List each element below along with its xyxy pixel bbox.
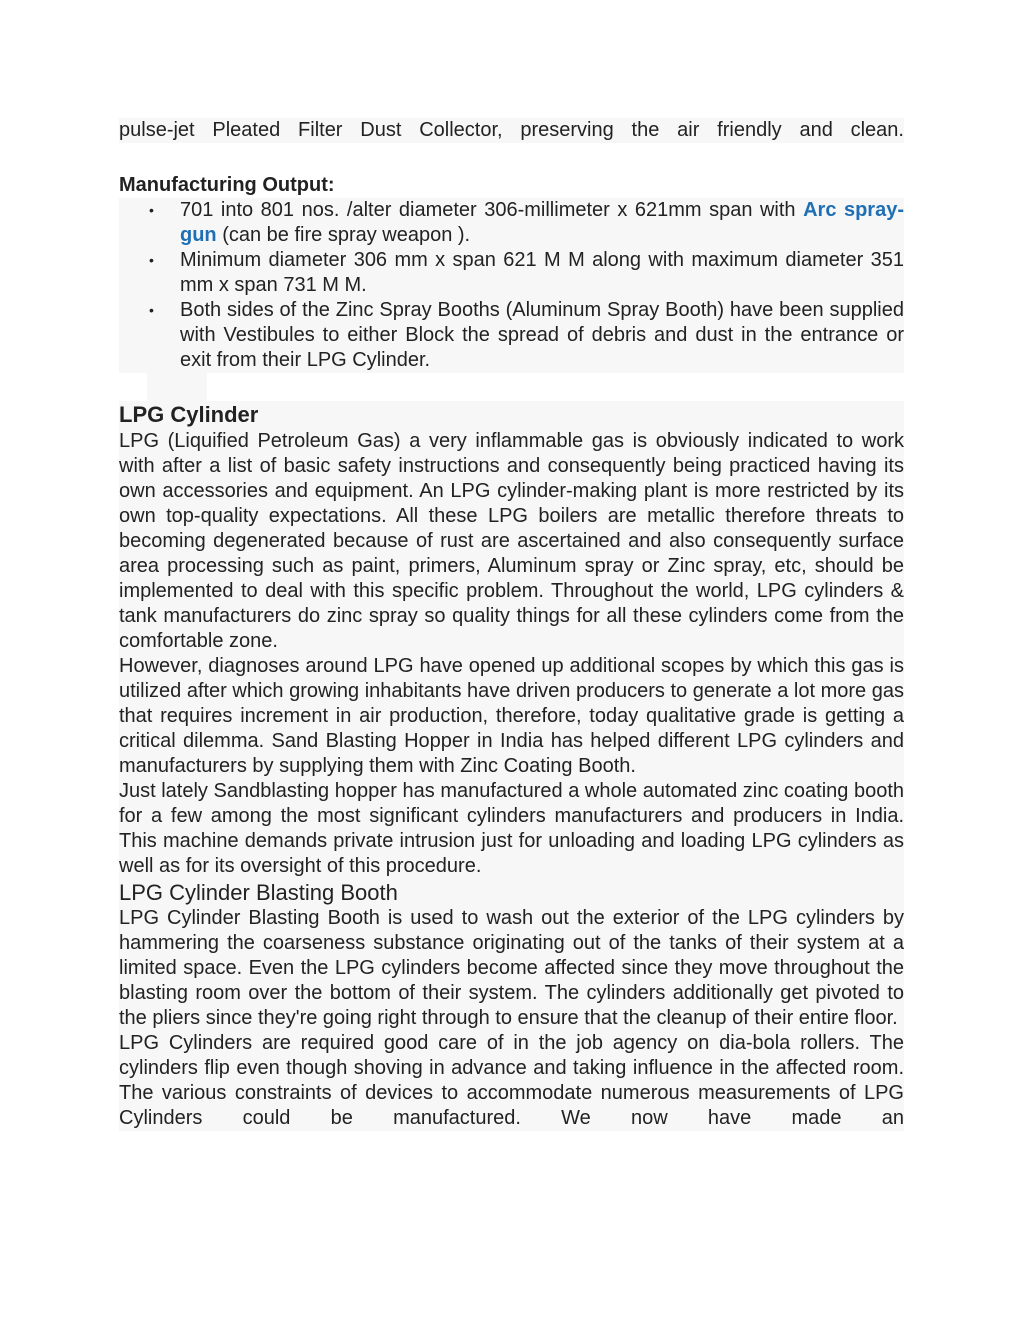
lpg-paragraph-1: LPG (Liquified Petroleum Gas) a very inflammable gas is obviously indicated to work with after a list of basic safety instructions and consequently being practiced having its own accessories and equipment. An LPG cylinder-making plant is more restricted by its own top-quality expectations. All these LPG boilers are metallic therefore threats to becoming degenerated because of rust are ascertained and also consequently surface area processing such as paint, primers, Aluminum spray or Zinc spray, etc, should be implemented to deal with this specific problem. Throughout the world, LPG cylinders & tank manufacturers do zinc spray so quality things for all these cylinders come from the comfortable zone. (119, 430, 904, 652)
manufacturing-output-list (119, 198, 904, 373)
booth-paragraph-2: LPG Cylinders are required good care of in the job agency on dia-bola rollers. The cylinders flip even though shoving in advance and taking influence in the affected room. The various constraints of devices to accommodate numerous measurements of LPG Cylinders could be manufactured. We now have made an (119, 1032, 904, 1129)
bullet-icon: • (149, 252, 154, 268)
list-item-text: Both sides of the Zinc Spray Booths (Aluminum Spray Booth) have been supplied with Vestibules to either Block the spread of debris and dust in the entrance or exit from their LPG Cylinder. (180, 299, 904, 371)
list-item-text: Minimum diameter 306 mm x span 621 M M along with maximum diameter 351 mm x span 731 M M. (180, 249, 904, 296)
list-item (119, 248, 904, 298)
blasting-booth-heading: LPG Cylinder Blasting Booth (119, 879, 904, 906)
list-item-text: 701 into 801 nos. /alter diameter 306-millimeter x 621mm span with (180, 199, 804, 221)
document-page (119, 118, 904, 1131)
list-item (119, 298, 904, 373)
lpg-paragraph-3: Just lately Sandblasting hopper has manufactured a whole automated zinc coating booth for a few among the most significant cylinders manufacturers and producers in India. This machine demands private intrusion just for unloading and loading LPG cylinders as well as for its oversight of this procedure. (119, 780, 904, 877)
list-item (119, 198, 904, 248)
lpg-paragraph-2: However, diagnoses around LPG have opened up additional scopes by which this gas is utilized after which growing inhabitants have driven producers to generate a lot more gas that requires increment in air production, therefore, today qualitative grade is getting a critical dilemma. Sand Blasting Hopper in India has helped different LPG cylinders and manufacturers by supplying them with Zinc Coating Booth. (119, 655, 904, 777)
bullet-icon: • (149, 302, 154, 318)
booth-paragraph-1: LPG Cylinder Blasting Booth is used to wash out the exterior of the LPG cylinders by hammering the coarseness substance originating out of the tanks of their system at a limited space. Even the LPG cylinders become affected since they move throughout the blasting room over the bottom of their system. The cylinders additionally get pivoted to the pliers since they're going right through to ensure that the cleanup of their entire floor. (119, 907, 904, 1029)
lpg-cylinder-heading: LPG Cylinder (119, 401, 904, 429)
bullet-icon: • (149, 202, 154, 218)
list-spacer (147, 373, 207, 401)
manufacturing-output-label: Manufacturing Output: (119, 174, 335, 196)
intro-line: pulse-jet Pleated Filter Dust Collector, preserving the air friendly and clean. (119, 119, 904, 141)
list-item-text: (can be fire spray weapon ). (216, 224, 471, 246)
arc-spray-gun-link[interactable]: Arc spray-gun (180, 199, 905, 246)
